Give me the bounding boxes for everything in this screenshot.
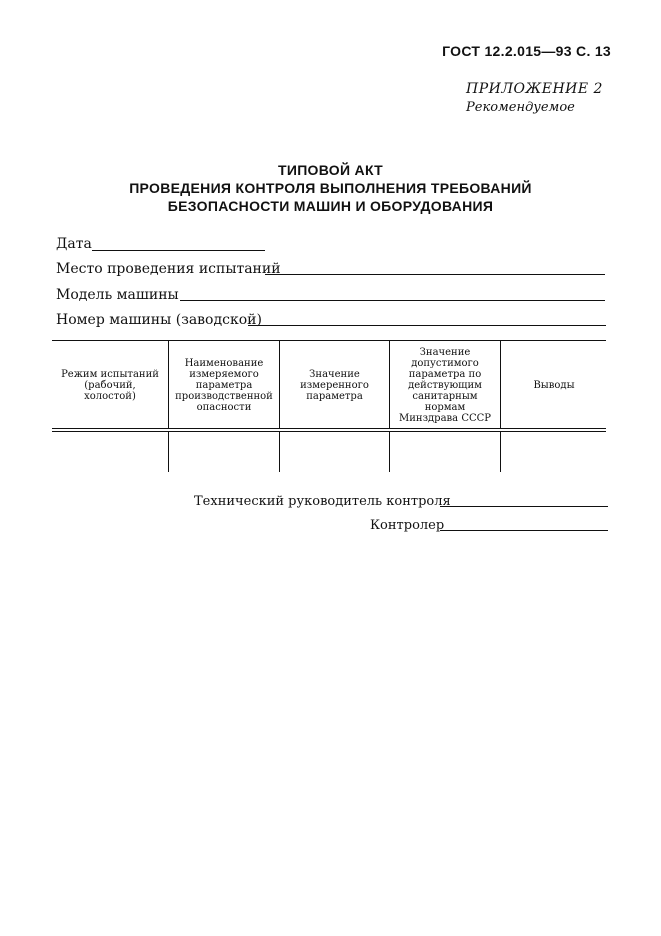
appendix-subtitle: Рекомендуемое: [466, 100, 575, 115]
column-header-conclusions: Выводы: [533, 379, 575, 391]
column-header-measured-value: Значение измеренного параметра: [300, 368, 369, 402]
controller-signature-field[interactable]: [440, 530, 608, 531]
table-col-divider: [389, 340, 390, 428]
table-col-divider: [500, 431, 501, 472]
table-col-divider: [389, 431, 390, 472]
place-label: Место проведения испытаний: [56, 261, 281, 277]
act-title-line2: ПРОВЕДЕНИЯ КОНТРОЛЯ ВЫПОЛНЕНИЯ ТРЕБОВАНИЙ: [129, 180, 532, 196]
table-col-divider: [279, 340, 280, 428]
controller-label: Контролер: [370, 518, 445, 533]
model-label: Модель машины: [56, 287, 179, 303]
document-reference: ГОСТ 12.2.015—93 С. 13: [442, 43, 611, 59]
table-col-divider: [279, 431, 280, 472]
results-table: [52, 340, 606, 472]
table-top-rule: [52, 340, 606, 341]
place-field[interactable]: [265, 274, 605, 275]
table-header-rule-double: [52, 431, 606, 432]
column-header-parameter-name: Наименование измеряемого параметра производственной опасности: [175, 357, 273, 413]
act-title-line1: ТИПОВОЙ АКТ: [277, 162, 384, 178]
column-header-mode: Режим испытаний (рабочий, холостой): [61, 368, 159, 402]
column-header-permissible-value: Значение допустимого параметра по действующим санитарным нормам Минздрава СССР: [399, 346, 491, 424]
number-field[interactable]: [248, 325, 606, 326]
act-title-line3: БЕЗОПАСНОСТИ МАШИН И ОБОРУДОВАНИЯ: [167, 198, 494, 214]
tech-manager-label: Технический руководитель контроля: [194, 494, 451, 509]
tech-manager-signature-field[interactable]: [440, 506, 608, 507]
table-header-rule: [52, 428, 606, 429]
date-field[interactable]: [92, 250, 265, 251]
table-col-divider: [168, 340, 169, 428]
table-col-divider: [500, 340, 501, 428]
table-col-divider: [168, 431, 169, 472]
number-label: Номер машины (заводской): [56, 312, 262, 328]
model-field[interactable]: [180, 300, 605, 301]
appendix-title: ПРИЛОЖЕНИЕ 2: [466, 81, 603, 97]
date-label: Дата: [56, 236, 92, 252]
